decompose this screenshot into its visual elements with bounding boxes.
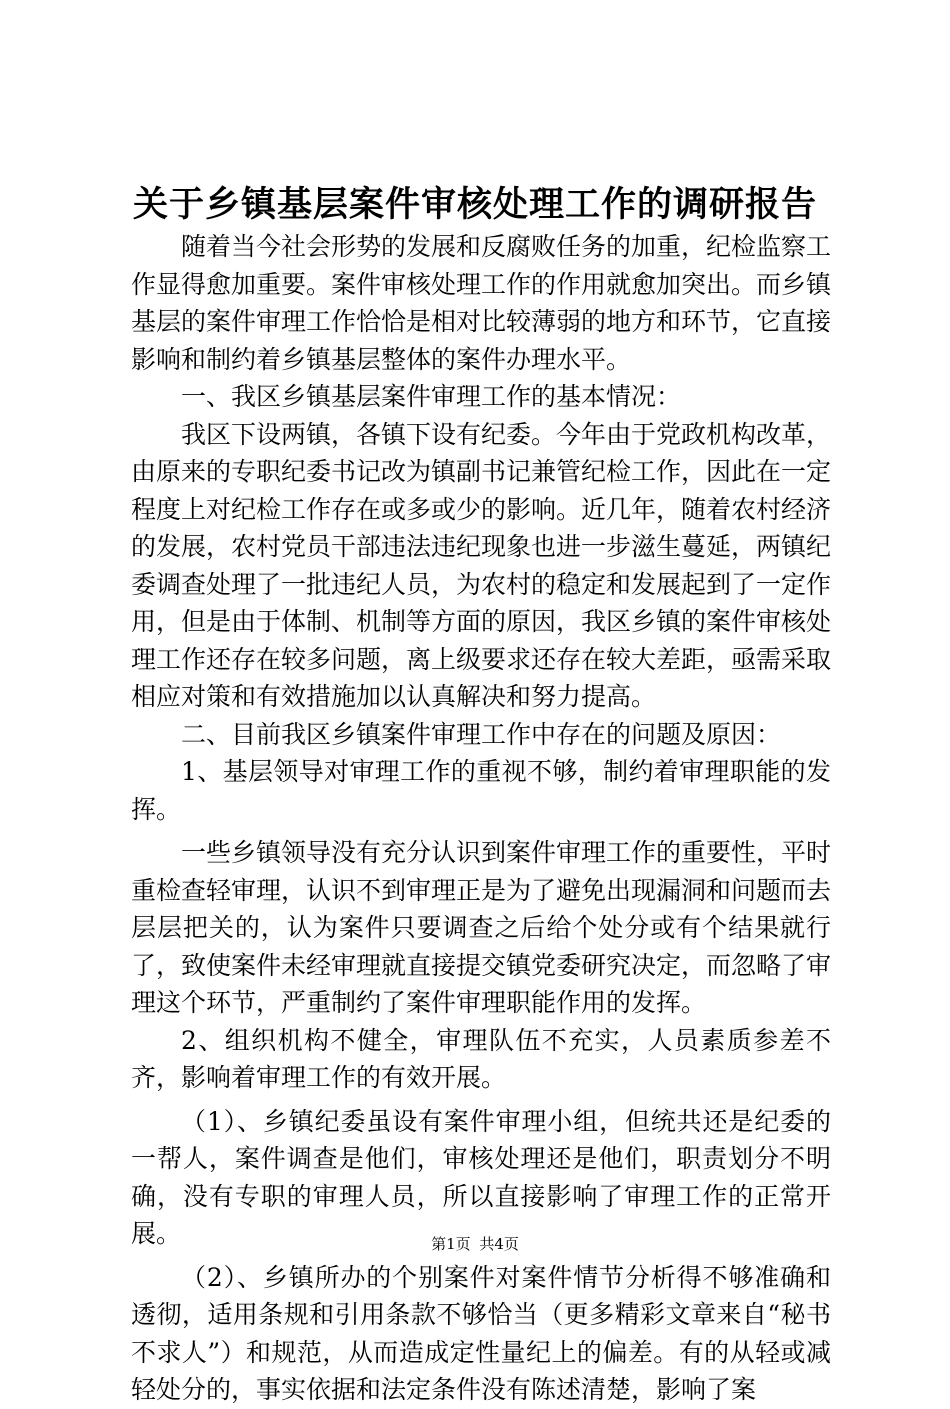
paragraph-item-2: （2）、乡镇所办的个别案件对案件情节分析得不够准确和透彻，适用条规和引用条款不够恰当（更多精彩文章来自“秘书不求人”）和规范，从而造成定性量纪上的偏差。有的从轻或减轻处分的，事实依据和法定条件没有陈述清楚，影响了案 xyxy=(131,1262,831,1404)
page-total: 共4页 xyxy=(479,1235,519,1253)
paragraph-item-1: （1）、乡镇纪委虽设有案件审理小组，但统共还是纪委的一帮人，案件调查是他们，审核处理还是他们，职责划分不明确，没有专职的审理人员，所以直接影响了审理工作的正常开展。 xyxy=(131,1106,831,1248)
paragraph-intro: 随着当今社会形势的发展和反腐败任务的加重，纪检监察工作显得愈加重要。案件审核处理工作的作用就愈加突出。而乡镇基层的案件审理工作恰恰是相对比较薄弱的地方和环节，它直接影响和制约着乡镇基层整体的案件办理水平。 xyxy=(131,232,832,374)
paragraph-basic-situation: 我区下设两镇，各镇下设有纪委。今年由于党政机构改革，由原来的专职纪委书记改为镇副书记兼管纪检工作，因此在一定程度上对纪检工作存在或多或少的影响。近几年，随着农村经济的发展，农村党员干部违法违纪现象也进一步滋生蔓延，两镇纪委调查处理了一批违纪人员，为农村的稳定和发展起到了一定作用，但是由于体制、机制等方面的原因，我区乡镇的案件审核处理工作还存在较多问题，离上级要求还存在较大差距，亟需采取相应对策和有效措施加以认真解决和努力提高。 xyxy=(131,419,832,711)
section-heading-2: 二、目前我区乡镇案件审理工作中存在的问题及原因： xyxy=(181,719,782,749)
page-footer xyxy=(0,1234,950,1254)
subheading-1: 1、基层领导对审理工作的重视不够，制约着审理职能的发挥。 xyxy=(131,757,831,824)
page-number: 第1页 xyxy=(431,1235,471,1253)
subheading-2: 2、组织机构不健全，审理队伍不充实，人员素质参差不齐，影响着审理工作的有效开展。 xyxy=(131,1025,831,1092)
paragraph-leadership: 一些乡镇领导没有充分认识到案件审理工作的重要性，平时重检查轻审理，认识不到审理正是为了避免出现漏洞和问题而去层层把关的，认为案件只要调查之后给个处分或有个结果就行了，致使案件未经审理就直接提交镇党委研究决定，而忽略了审理这个环节，严重制约了案件审理职能作用的发挥。 xyxy=(131,838,832,1017)
section-heading-1: 一、我区乡镇基层案件审理工作的基本情况： xyxy=(181,382,682,411)
document-body xyxy=(131,228,831,1409)
document-title: 关于乡镇基层案件审核处理工作的调研报告 xyxy=(132,184,817,225)
